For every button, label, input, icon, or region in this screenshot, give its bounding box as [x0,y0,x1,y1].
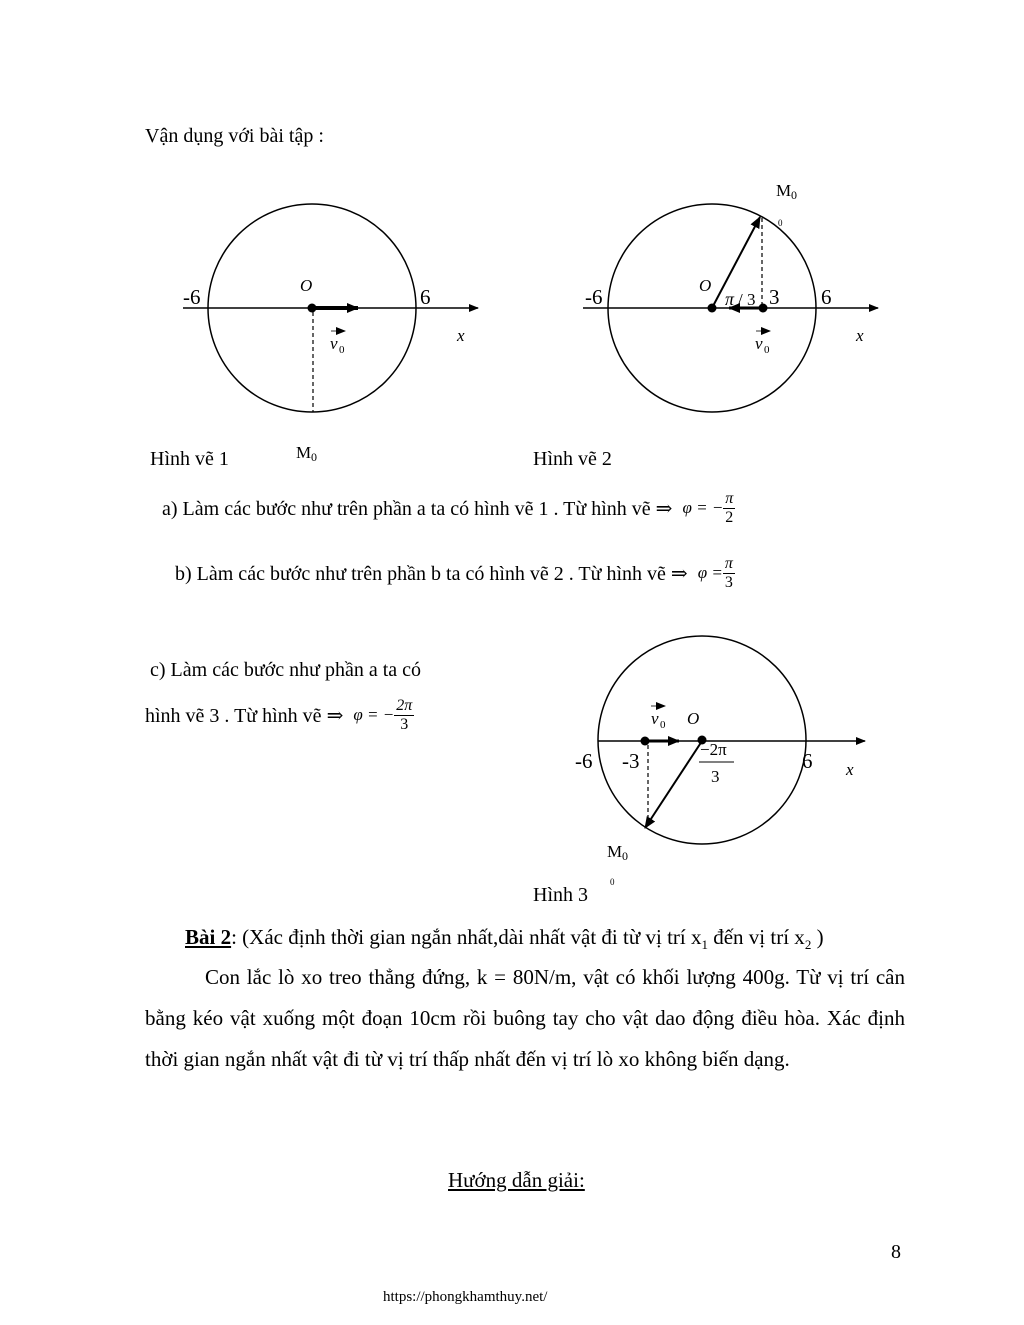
fig2-label-neg: -6 [585,285,603,309]
item-a-text: a) Làm các bước như trên phần a ta có hình vẽ 1 . Từ hình vẽ ⇒ [162,497,673,520]
item-a-fraction [723,490,735,526]
fig2-velocity-label: v [755,334,763,353]
item-c-den: 3 [400,715,409,733]
fig2-axis-label: x [856,326,864,345]
item-b-fraction [723,555,735,591]
item-c-lhs: φ = − [353,705,395,725]
item-b-lhs: φ = [697,563,723,583]
fig2-point-extra: 0 [778,218,783,228]
fig1-velocity-label: v [330,334,338,353]
bai2-sub1: 1 [701,937,708,953]
fig2-label-half: 3 [769,285,780,309]
fig1-label-neg: -6 [183,285,201,309]
fig2-origin-dot [708,304,717,313]
fig3-label-pos: 6 [802,749,813,773]
item-c-line2-row [145,697,414,733]
fig3-axis-label: x [846,760,854,779]
fig3-caption: Hình 3 [533,884,588,906]
fig1-point-label: M [296,443,312,462]
fig1-origin-label: O [300,276,313,295]
fig2-angle-pi: π [725,289,735,309]
bai2-heading-c: ) [811,925,824,949]
bai2-heading [185,925,824,953]
fig3-label-half: -3 [622,749,640,773]
fig3-point-sub: 0 [622,849,628,863]
fig3-point-extra: 0 [610,877,615,887]
fig3-label-neg: -6 [575,749,593,773]
item-b [175,555,735,591]
figure-2 [583,181,878,412]
item-a-num: π [725,490,734,507]
item-c-line1: c) Làm các bước như phần a ta có [150,659,422,681]
fig2-caption: Hình vẽ 2 [533,448,612,470]
bai2-heading-a: : (Xác định thời gian ngắn nhất,dài nhất vật đi từ vị trí x [231,925,702,949]
item-a-lhs: φ = − [682,498,724,518]
fig3-projection-dot [641,737,650,746]
item-b-text: b) Làm các bước như trên phần b ta có hình vẽ 2 . Từ hình vẽ ⇒ [175,562,688,585]
fig2-angle-rest: / 3 [738,290,756,309]
item-c-line2: hình vẽ 3 . Từ hình vẽ ⇒ [145,704,344,727]
fig1-velocity-sub: 0 [339,344,345,356]
fig1-label-pos: 6 [420,285,431,309]
guide-heading: Hướng dẫn giải: [448,1168,585,1192]
item-c-num: 2π [396,697,413,714]
bai2-body: Con lắc lò xo treo thẳng đứng, k = 80N/m, vật có khối lượng 400g. Từ vị trí cân bằng kéo vật xuống một đoạn 10cm rồi buông tay cho vật dao động điều hòa. Xác định thời gian ngắn nhất vật đi từ vị trí thấp nhất đến vị trí lò xo không biến dạng. [145,965,905,1071]
intro-text: Vận dụng với bài tập : [145,125,324,147]
figure-3 [575,636,865,887]
item-a-den: 2 [725,508,734,526]
item-b-num: π [724,555,733,572]
fig2-origin-label: O [699,276,712,295]
fig1-caption: Hình vẽ 1 [150,448,229,470]
fig1-origin-dot [308,304,317,313]
fig3-velocity-label: v [651,709,659,728]
bai2-sub2: 2 [804,937,812,953]
item-c-fraction [394,697,414,733]
item-a [162,490,735,526]
fig3-radius-arrow [645,741,702,828]
figure-1 [183,204,478,464]
fig3-angle-den: 3 [711,767,720,786]
fig1-point-sub: 0 [311,450,317,464]
item-b-den: 3 [724,573,733,591]
bai2-title: Bài 2 [185,925,232,949]
footer-url[interactable]: https://phongkhamthuy.net/ [383,1289,548,1305]
fig2-point-label: M [776,181,792,200]
fig2-projection-dot [759,304,768,313]
fig3-point-label: M [607,842,623,861]
fig2-point-sub: 0 [791,188,797,202]
fig3-origin-label: O [687,709,700,728]
fig3-angle-num: −2π [700,740,727,759]
fig1-axis-label: x [457,326,465,345]
bai2-heading-b: đến vị trí x [707,925,805,949]
fig3-velocity-sub: 0 [660,719,666,731]
page-number: 8 [891,1241,901,1263]
fig2-velocity-sub: 0 [764,344,770,356]
fig2-label-pos: 6 [821,285,832,309]
